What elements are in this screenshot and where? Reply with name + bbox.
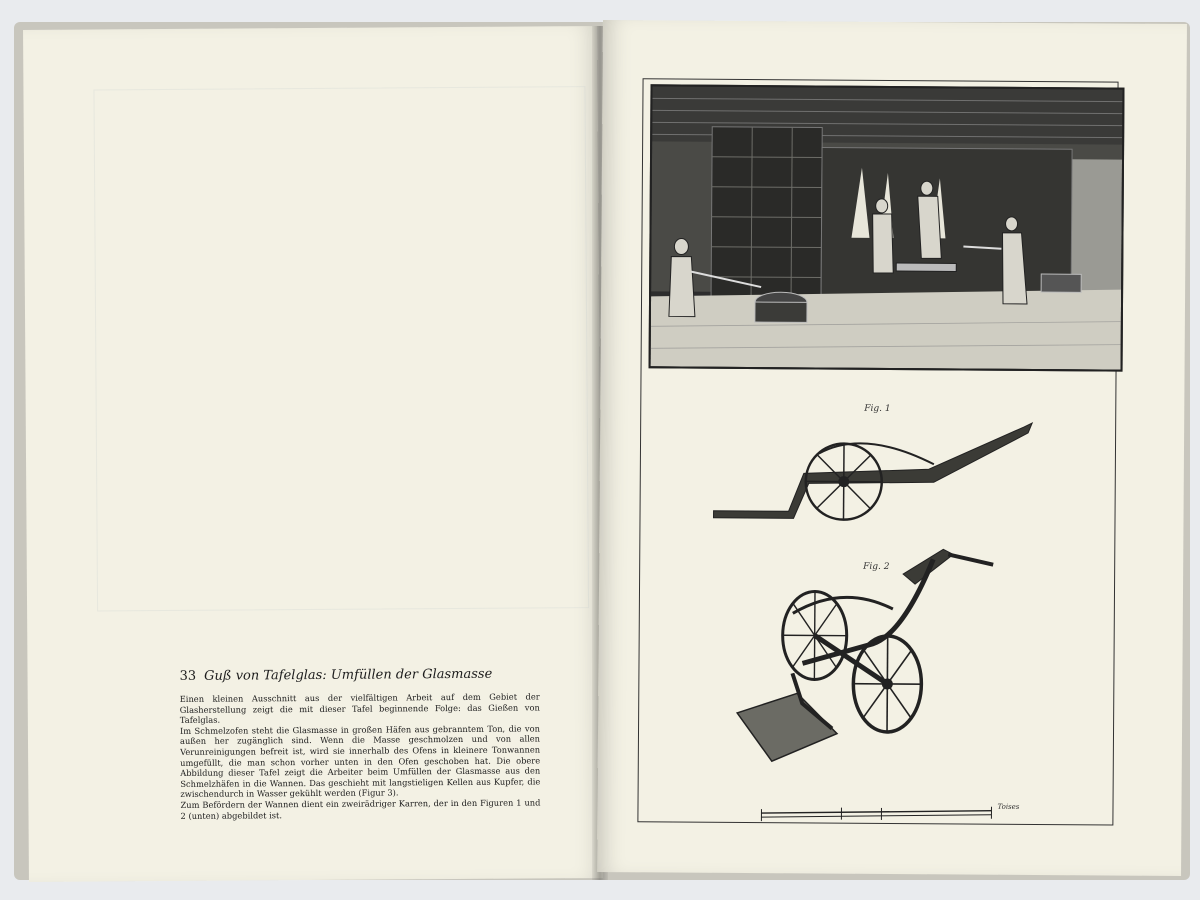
fig-2-label: Fig. 2 <box>863 561 890 572</box>
engraving-illustration <box>651 86 1123 369</box>
plate-caption <box>179 666 540 821</box>
scale-label: Toises <box>997 802 1020 811</box>
caption-paragraph-2: Im Schmelzofen steht die Glasmasse in großen Häfen aus gebranntem Ton, die von außen her zugänglich sind. Wenn die Masse geschmolzen und von allen Verunreinigungen befreit ist, wird sie innerhalb des Ofens in kleinere Tonwannen umgefüllt, die man schon vorher unten in den Ofen geschoben hat. Die obere Abbildung dieser Tafel zeigt die Arbeiter beim Umfüllen der Glasmasse aus den Schmelzhäfen in die Wannen. Das geschieht mit langstieligen Kellen aus Kupfer, die zwischendurch in Wasser gekühlt werden (Figur 3). <box>179 723 541 800</box>
left-page <box>23 26 603 882</box>
caption-title: Guß von Tafelglas: Umfüllen der Glasmasse <box>204 666 493 684</box>
right-page <box>597 20 1187 876</box>
caption-body <box>180 691 541 821</box>
caption-number: 33 <box>179 668 197 684</box>
caption-paragraph-1: Einen kleinen Ausschnitt aus der vielfältigen Arbeit auf dem Gebiet der Glasherstellung zeigt die mit dieser Tafel beginnende Folge: das Gießen von Tafelglas. <box>179 691 540 726</box>
caption-heading <box>179 666 539 684</box>
scale-bar <box>761 805 991 823</box>
show-through-ghost-image <box>93 86 589 611</box>
fig-2-cart-perspective <box>737 548 993 763</box>
cart-drawings <box>641 372 1114 825</box>
fig-1-cart-side-view <box>714 421 1033 521</box>
cart-figures <box>641 372 1114 825</box>
fig-1-label: Fig. 1 <box>864 403 891 414</box>
caption-paragraph-3: Zum Befördern der Wannen dient ein zweirädriger Karren, der in den Figuren 1 und 2 (unten) abgebildet ist. <box>180 797 541 821</box>
glass-furnace-engraving <box>649 84 1125 371</box>
